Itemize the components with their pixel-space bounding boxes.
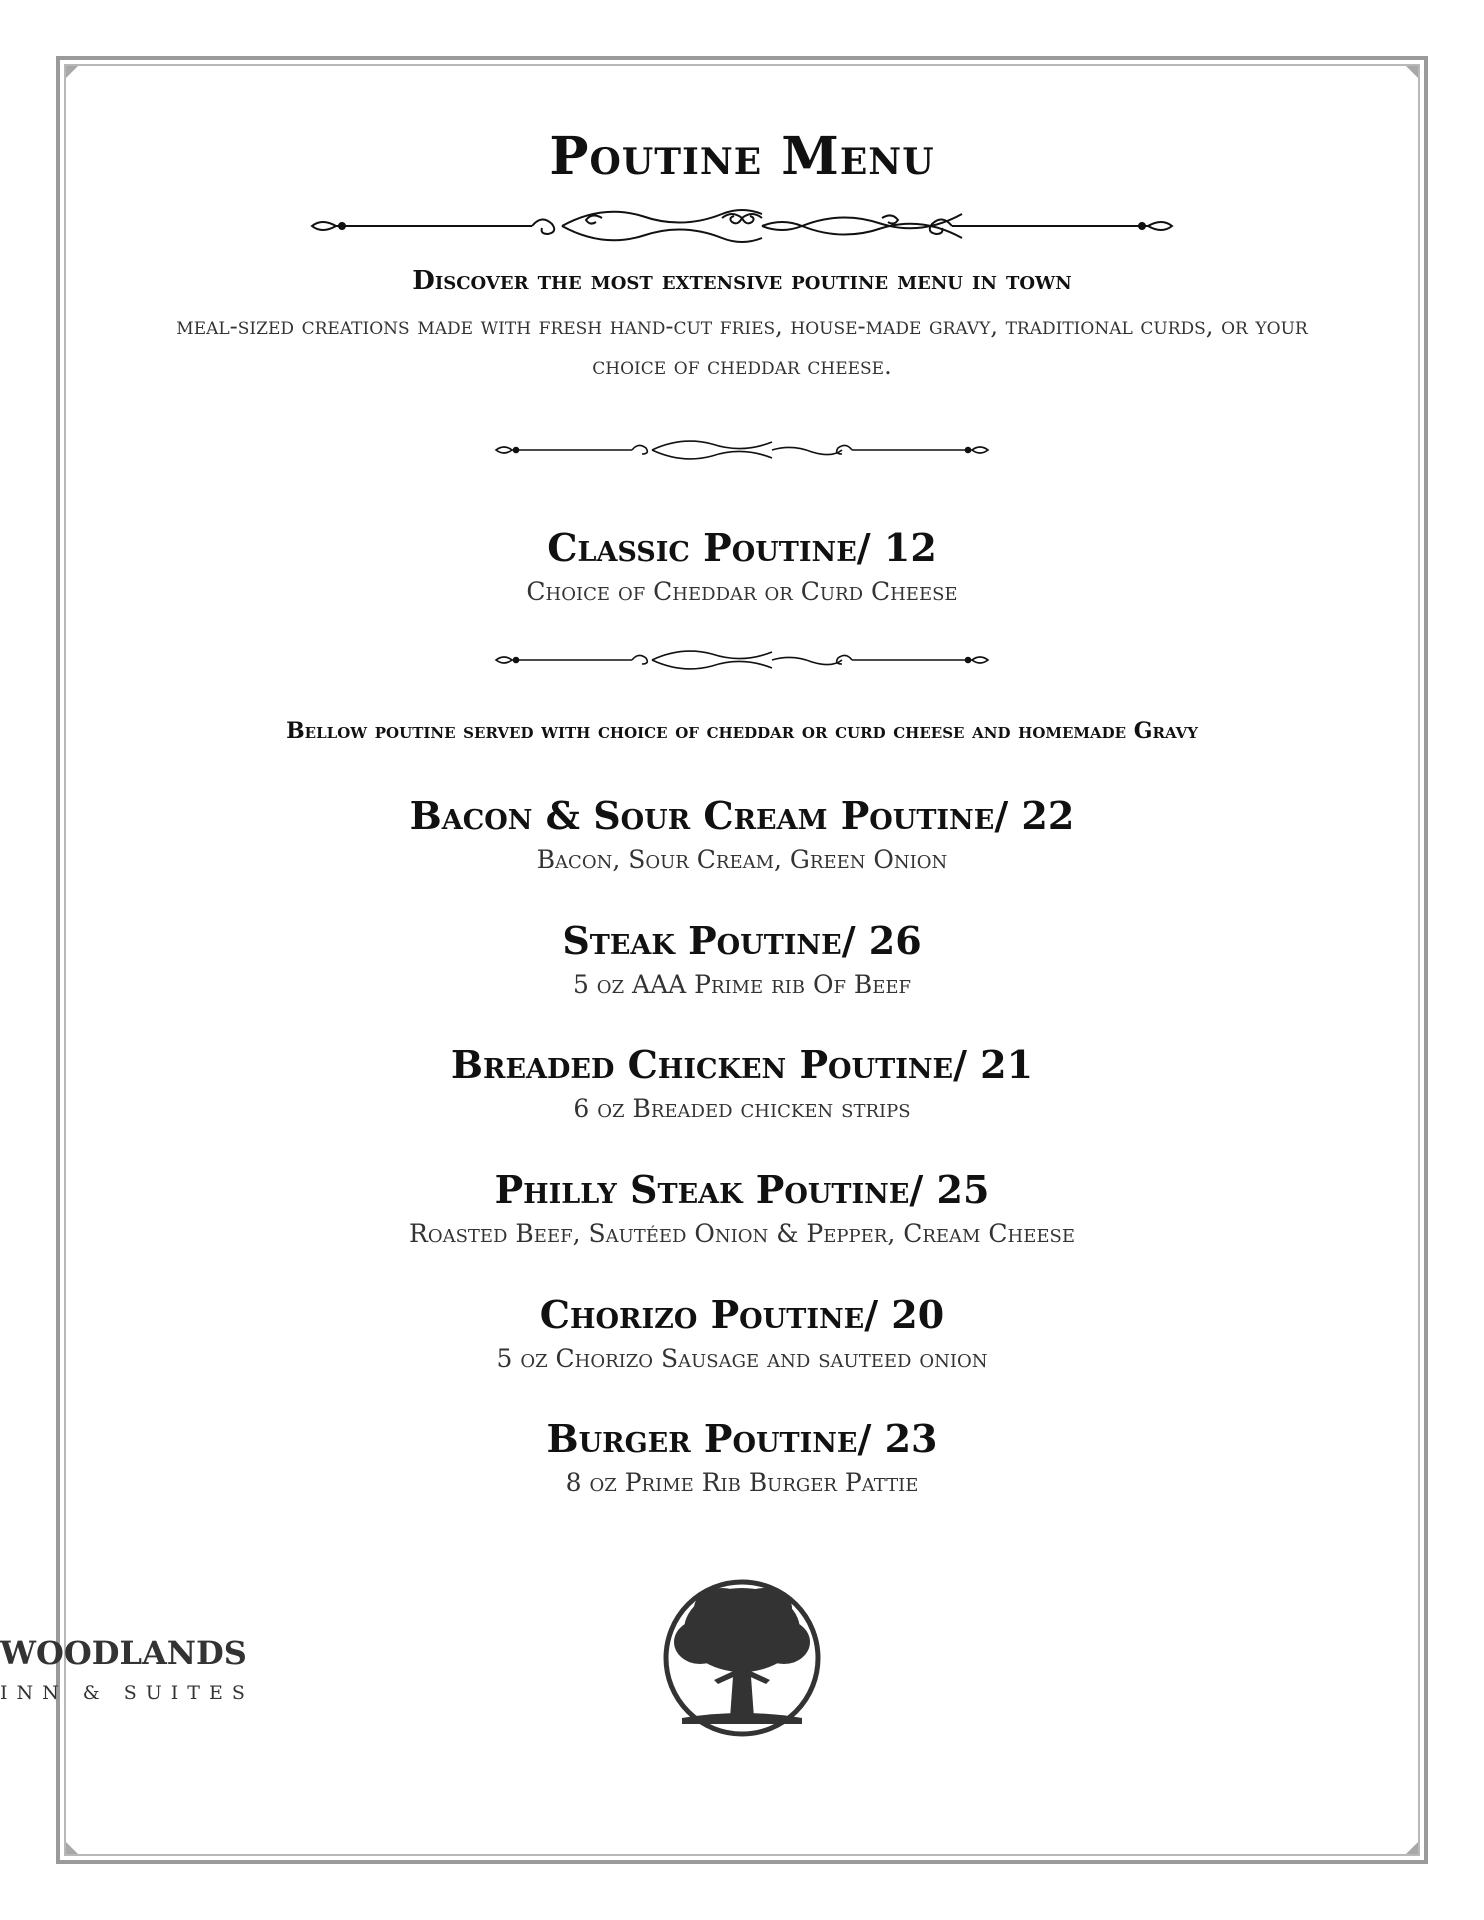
menu-item <box>70 1041 1414 1125</box>
menu-item-name: Burger Poutine/ 23 <box>546 1416 938 1461</box>
menu-item <box>70 1415 1414 1499</box>
flourish-divider-small-icon <box>492 436 992 464</box>
menu-item-desc: 5 oz Chorizo Sausage and sauteed onion <box>496 1344 988 1373</box>
menu-item-name: Bacon & Sour Cream Poutine/ 22 <box>409 793 1075 838</box>
menu-item-name: Chorizo Poutine/ 20 <box>539 1292 945 1337</box>
menu-intro: meal-sized creations made with fresh hand-cut fries, house-made gravy, traditional curds, or your choice of cheddar cheese. <box>176 312 1308 380</box>
menu-item-desc: 5 oz AAA Prime rib Of Beef <box>572 970 912 999</box>
menu-item-name: Classic Poutine/ 12 <box>547 525 937 570</box>
corner-ornament-bottom-right <box>1406 1842 1418 1854</box>
corner-ornament-top-left <box>66 66 78 78</box>
menu-item-desc: Roasted Beef, Sautéed Onion & Pepper, Cream Cheese <box>409 1219 1075 1248</box>
logo-wordmark: WOODLANDS <box>0 1634 247 1672</box>
menu-item-classic <box>70 524 1414 608</box>
corner-ornament-bottom-left <box>66 1842 78 1854</box>
menu-item-name: Steak Poutine/ 26 <box>562 918 922 963</box>
menu-item-desc: Bacon, Sour Cream, Green Onion <box>536 845 948 874</box>
menu-item-desc: Choice of Cheddar or Curd Cheese <box>526 577 958 606</box>
menu-item-name: Philly Steak Poutine/ 25 <box>494 1167 990 1212</box>
corner-ornament-top-right <box>1406 66 1418 78</box>
flourish-divider-icon <box>302 206 1182 246</box>
menu-item <box>70 1166 1414 1250</box>
flourish-divider-small-icon <box>492 646 992 674</box>
menu-item <box>70 1291 1414 1375</box>
logo-subtitle: INN & SUITES <box>0 1682 254 1704</box>
menu-title: Poutine Menu <box>549 126 935 187</box>
menu-item-desc: 8 oz Prime Rib Burger Pattie <box>565 1468 919 1497</box>
menu-item-name: Breaded Chicken Poutine/ 21 <box>450 1042 1034 1087</box>
menu-item <box>70 917 1414 1001</box>
menu-item <box>70 792 1414 876</box>
menu-item-desc: 6 oz Breaded chicken strips <box>573 1094 911 1123</box>
menu-note: Bellow poutine served with choice of cheddar or curd cheese and homemade Gravy <box>286 718 1198 744</box>
menu-tagline: Discover the most extensive poutine menu in town <box>412 266 1072 296</box>
